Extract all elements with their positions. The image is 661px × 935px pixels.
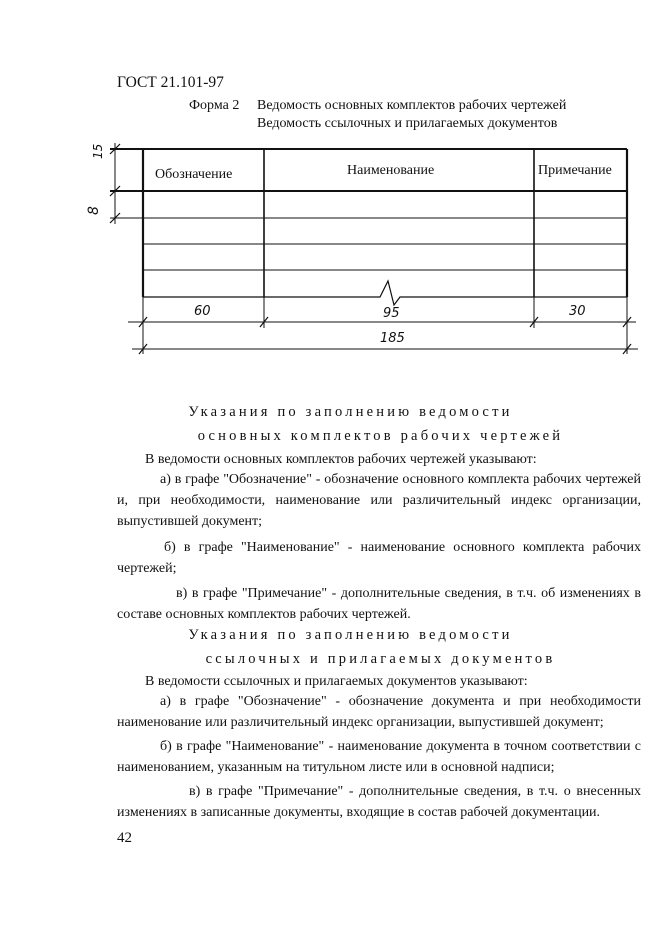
dimension-label-col-3: 30	[569, 304, 586, 319]
section1-heading-line-2: основных комплектов рабочих чертежей	[197, 428, 564, 444]
section2-item-a: а) в графе "Обозначение" - обозначение документа и при необходимости наименование или различительный индекс организации, выпустившей документ;	[117, 694, 641, 730]
page-number: 42	[117, 830, 132, 846]
dimension-label-total: 185	[380, 331, 405, 346]
dimension-label-row-height: 8	[86, 206, 102, 215]
column-header-note: Примечание	[538, 163, 612, 178]
column-header-name: Наименование	[347, 163, 435, 178]
form-title-line-1: Ведомость основных комплектов рабочих чертежей	[257, 98, 567, 113]
section2-intro: В ведомости ссылочных и прилагаемых документов указывают:	[145, 674, 528, 689]
section1-heading-line-1: Указания по заполнению ведомости	[188, 404, 513, 420]
form-title-line-2: Ведомость ссылочных и прилагаемых документов	[257, 116, 558, 131]
column-header-designation: Обозначение	[155, 167, 233, 182]
section1-item-c: в) в графе "Примечание" - дополнительные сведения, в т.ч. об изменениях в составе основных комплектов рабочих чертежей.	[117, 586, 641, 622]
section2-item-c: в) в графе "Примечание" - дополнительные сведения, в т.ч. о внесенных изменениях в записанные документы, входящие в состав рабочей документации.	[117, 784, 641, 820]
section2-heading-line-2: ссылочных и прилагаемых документов	[205, 651, 556, 667]
section1-item-b: б) в графе "Наименование" - наименование основного комплекта рабочих чертежей;	[117, 540, 641, 576]
dimension-label-col-2: 95	[383, 306, 400, 321]
section2-item-b: б) в графе "Наименование" - наименование документа в точном соответствии с наименованием, указанным на титульном листе или в основной надписи;	[117, 739, 641, 775]
form-label: Форма 2	[189, 98, 240, 113]
dimension-label-header-height: 15	[91, 143, 105, 159]
section2-heading-line-1: Указания по заполнению ведомости	[188, 627, 513, 643]
document-code: ГОСТ 21.101-97	[117, 74, 224, 91]
dimension-label-col-1: 60	[194, 304, 211, 319]
table-break-line	[143, 281, 627, 305]
section1-item-a: а) в графе "Обозначение" - обозначение основного комплекта рабочих чертежей и, при необходимости, наименование или различительный индекс организации, выпустившей документ;	[117, 472, 641, 529]
section1-intro: В ведомости основных комплектов рабочих чертежей указывают:	[145, 452, 537, 467]
